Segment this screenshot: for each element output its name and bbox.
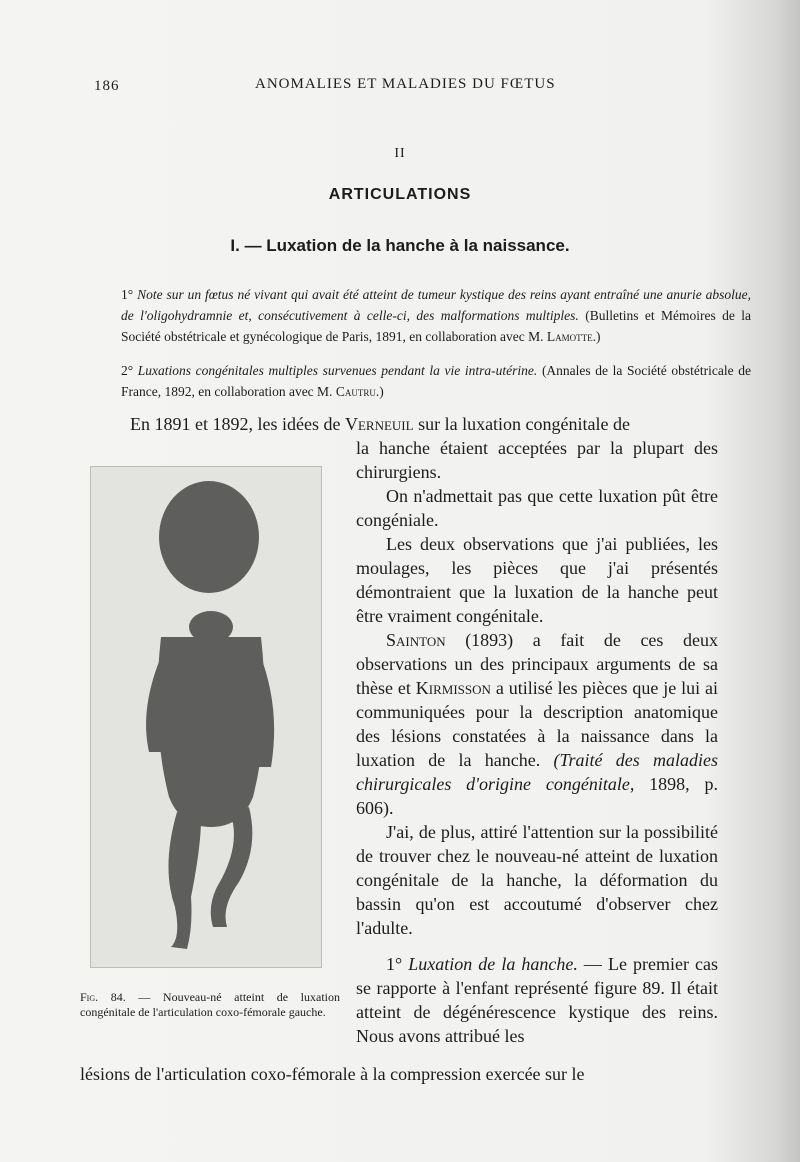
paragraph-3: Les deux observations que j'ai publiées, les moulages, les pièces que j'ai présentés démontraient que la luxation de la hanche peut être vraiment congénitale. [356, 534, 718, 626]
paragraph-6: 1° Luxation de la hanche. — Le premier cas se rapporte à l'enfant représenté figure 89. Il était atteint de dégénérescence kystique des reins. Nous avons attribué les [356, 954, 718, 1046]
reference-1-author: Lamotte [546, 329, 593, 344]
paragraph-2: On n'admettait pas que cette luxation pût être congéniale. [356, 486, 718, 530]
subsection-title: I. — Luxation de la hanche à la naissance. [230, 236, 570, 255]
page-number: 186 [94, 78, 120, 94]
body-column [356, 436, 718, 1048]
body-last-line: lésions de l'articulation coxo-fémorale à la compression exercée sur le [80, 1064, 585, 1084]
body-first-line: En 1891 et 1892, les idées de Verneuil sur la luxation congénitale de [130, 414, 631, 434]
figure-caption-text: — Nouveau-né atteint de luxation congénitale de l'articulation coxo-fémorale gauche. [80, 990, 340, 1019]
paragraph-1: la hanche étaient acceptées par la plupart des chirurgiens. [356, 438, 718, 482]
reference-2-source: (Annales de la Société obstétricale de France, 1892, en collaboration avec M. [121, 363, 752, 399]
figure-label: Fig. 84. [80, 990, 126, 1004]
reference-2: 2° Luxations congénitales multiples survenues pendant la vie intra-utérine. (Annales de la Société obstétricale de France, 1892, en collaboration avec M. Cautru.) [121, 363, 752, 399]
paragraph-5: J'ai, de plus, attiré l'attention sur la possibilité de trouver chez le nouveau-né atteint de luxation congénitale de la hanche, la déformation du bassin qu'on est accoutumé d'observer chez l'adulte. [356, 822, 718, 938]
reference-1-title: Note sur un fœtus né vivant qui avait été atteint de tumeur kystique des reins ayant entraîné une anurie absolue, de l'oligohydramnie et, consécutivement à celle-ci, des malformations multiples. [121, 287, 751, 323]
figure-caption [80, 990, 340, 1020]
newborn-figure-illustration [91, 467, 321, 967]
reference-2-author: Cautru [335, 384, 376, 399]
section-title: ARTICULATIONS [328, 186, 472, 203]
author-verneuil: Verneuil [344, 414, 414, 434]
reference-2-title: Luxations congénitales multiples survenues pendant la vie intra-utérine. [137, 363, 538, 378]
paragraph-4: Sainton (1893) a fait de ces deux observations un des principaux arguments de sa thèse et Kirmisson a utilisé les pièces que je lui ai communiquées pour la description anatomique des lésions constatées à la naissance dans la luxation de la hanche. (Traité des maladies chirurgicales d'origine congénitale, 1898, p. 606). [356, 630, 719, 818]
reference-1: 1° Note sur un fœtus né vivant qui avait été atteint de tumeur kystique des reins ayant entraîné une anurie absolue, de l'oligohydramnie et, consécutivement à celle-ci, des malformations multiples. (Bulletins et Mémoires de la Société obstétricale et gynécologique de Paris, 1891, en collaboration avec M. Lamotte.) [121, 287, 752, 344]
running-title: ANOMALIES ET MALADIES DU FŒTUS [255, 76, 556, 92]
figure-photo [90, 466, 322, 968]
section-number: II [394, 146, 406, 161]
author-kirmisson: Kirmisson [415, 678, 491, 698]
reference-1-source: (Bulletins et Mémoires de la Société obstétricale et gynécologique de Paris, 1891, en collaboration avec M. [121, 308, 752, 344]
author-sainton: Sainton [386, 630, 446, 650]
reference-2-number: 2° [121, 363, 134, 378]
reference-1-number: 1° [121, 287, 134, 302]
